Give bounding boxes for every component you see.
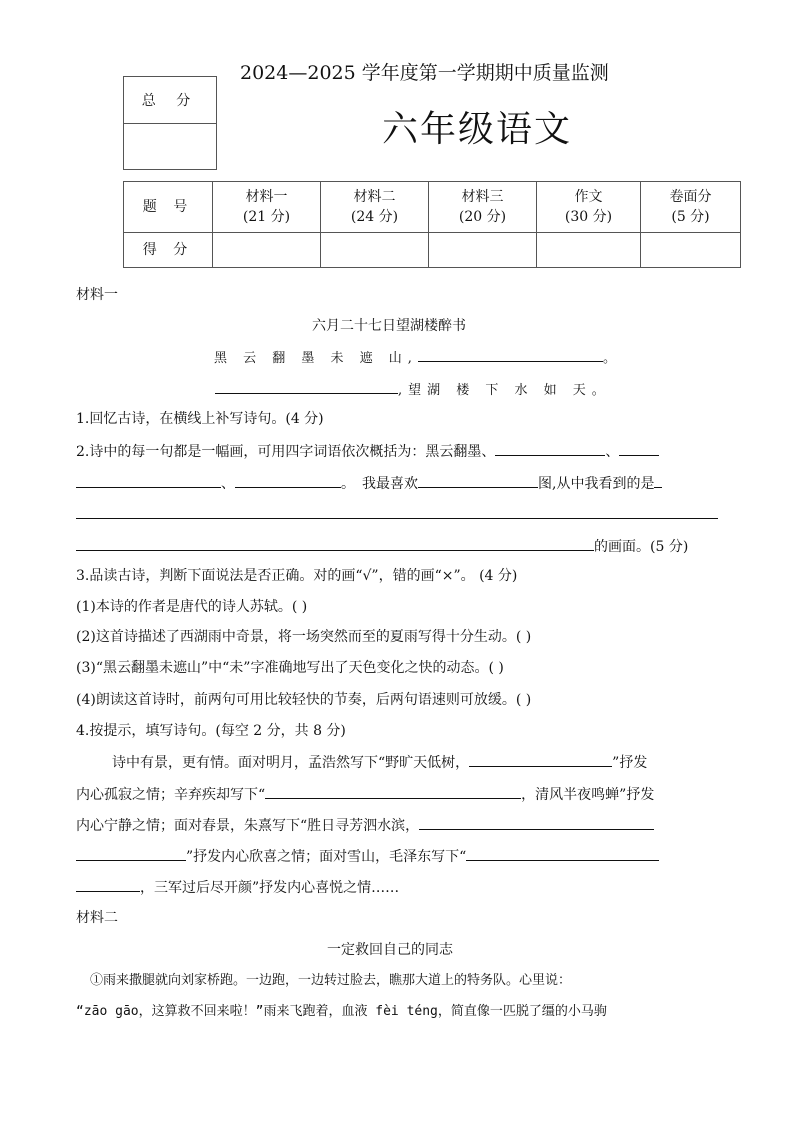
column-header: 材料一 (21 分): [213, 182, 321, 233]
question-2-line-4: 的画面。(5 分): [76, 536, 688, 557]
answer-blank[interactable]: [469, 752, 612, 767]
answer-blank[interactable]: [619, 441, 659, 456]
score-table: [123, 181, 741, 268]
score-table-header-row: [124, 182, 741, 233]
question-4-text-5: ，三军过后尽开颜”抒发内心喜悦之情……: [76, 877, 399, 898]
poem-line-2: ,望湖 楼 下 水 如 天。: [215, 379, 611, 400]
subject-title: 六年级语文: [382, 109, 573, 150]
row-label-score: 得 分: [124, 233, 213, 268]
score-cell[interactable]: [537, 233, 641, 268]
answer-blank[interactable]: [418, 473, 538, 488]
material2-paragraph-line-1: ①雨来撒腿就向刘家桥跑。一边跑，一边转过脸去，瞧那大道上的特务队。心里说：: [90, 973, 572, 988]
answer-blank[interactable]: [76, 473, 221, 488]
question-4-text-2: 内心孤寂之情；辛弃疾却写下“ ，清风半夜鸣蝉”抒发: [76, 784, 654, 805]
total-score-field[interactable]: [124, 124, 216, 170]
answer-blank[interactable]: [235, 473, 341, 488]
poem-line-1: 黑 云 翻 墨 未 遮 山, 。: [214, 347, 616, 368]
column-header: 材料二 (24 分): [321, 182, 429, 233]
answer-blank[interactable]: [265, 784, 521, 799]
answer-blank[interactable]: [495, 441, 605, 456]
column-header: 材料三 (20 分): [429, 182, 537, 233]
answer-blank[interactable]: [654, 473, 662, 488]
column-header: 卷面分 (5 分): [641, 182, 741, 233]
score-cell[interactable]: [429, 233, 537, 268]
question-3: 3.品读古诗，判断下面说法是否正确。对的画“√”，错的画“×”。 (4 分): [76, 568, 518, 584]
material2-label: 材料二: [76, 910, 118, 926]
answer-blank[interactable]: [419, 815, 654, 830]
answer-line[interactable]: [76, 518, 718, 519]
question-2-line-2: 、 。 我最喜欢 图,从中我看到的是: [76, 473, 662, 494]
answer-blank[interactable]: [466, 846, 659, 861]
score-cell[interactable]: [641, 233, 741, 268]
answer-blank[interactable]: [76, 536, 594, 551]
poem-title: 六月二十七日望湖楼醉书: [312, 318, 466, 334]
total-score-box: [123, 76, 217, 170]
question-3-item: (2)这首诗描述了西湖雨中奇景，将一场突然而至的夏雨写得十分生动。( ): [76, 629, 532, 645]
exam-title: 2024—2025 学年度第一学期期中质量监测: [240, 62, 609, 84]
material2-paragraph-line-2: “zāo gāo，这算救不回来啦！”雨来飞跑着，血液 fèi téng，简直像一匹脱了缰的小马驹: [76, 1004, 607, 1019]
question-3-item: (3)“黑云翻墨未遮山”中“未”字准确地写出了天色变化之快的动态。( ): [76, 660, 504, 676]
answer-blank[interactable]: [418, 347, 603, 362]
score-cell[interactable]: [321, 233, 429, 268]
answer-blank[interactable]: [76, 877, 140, 892]
answer-blank[interactable]: [215, 379, 398, 394]
material1-label: 材料一: [76, 287, 118, 303]
row-label-question: 题 号: [124, 182, 213, 233]
answer-blank[interactable]: [76, 846, 186, 861]
question-3-item: (1)本诗的作者是唐代的诗人苏轼。( ): [76, 599, 308, 615]
score-table-score-row: [124, 233, 741, 268]
question-3-item: (4)朗读这首诗时，前两句可用比较轻快的节奏，后两句语速则可放缓。( ): [76, 692, 532, 708]
question-4-text-1: 诗中有景，更有情。面对明月，孟浩然写下“野旷天低树， ”抒发: [112, 752, 647, 773]
score-cell[interactable]: [213, 233, 321, 268]
column-header: 作文 (30 分): [537, 182, 641, 233]
question-1: 1.回忆古诗，在横线上补写诗句。(4 分): [76, 411, 324, 427]
question-4-text-4: ”抒发内心欣喜之情；面对雪山，毛泽东写下“: [76, 846, 659, 867]
question-4: 4.按提示，填写诗句。(每空 2 分，共 8 分): [76, 723, 346, 739]
question-4-text-3: 内心宁静之情；面对春景，朱熹写下“胜日寻芳泗水滨，: [76, 815, 654, 836]
total-score-label: 总 分: [124, 77, 216, 124]
material2-title: 一定救回自己的同志: [327, 942, 453, 958]
question-2-line-1: 2.诗中的每一句都是一幅画，可用四字词语依次概括为：黑云翻墨、 、: [76, 441, 659, 462]
